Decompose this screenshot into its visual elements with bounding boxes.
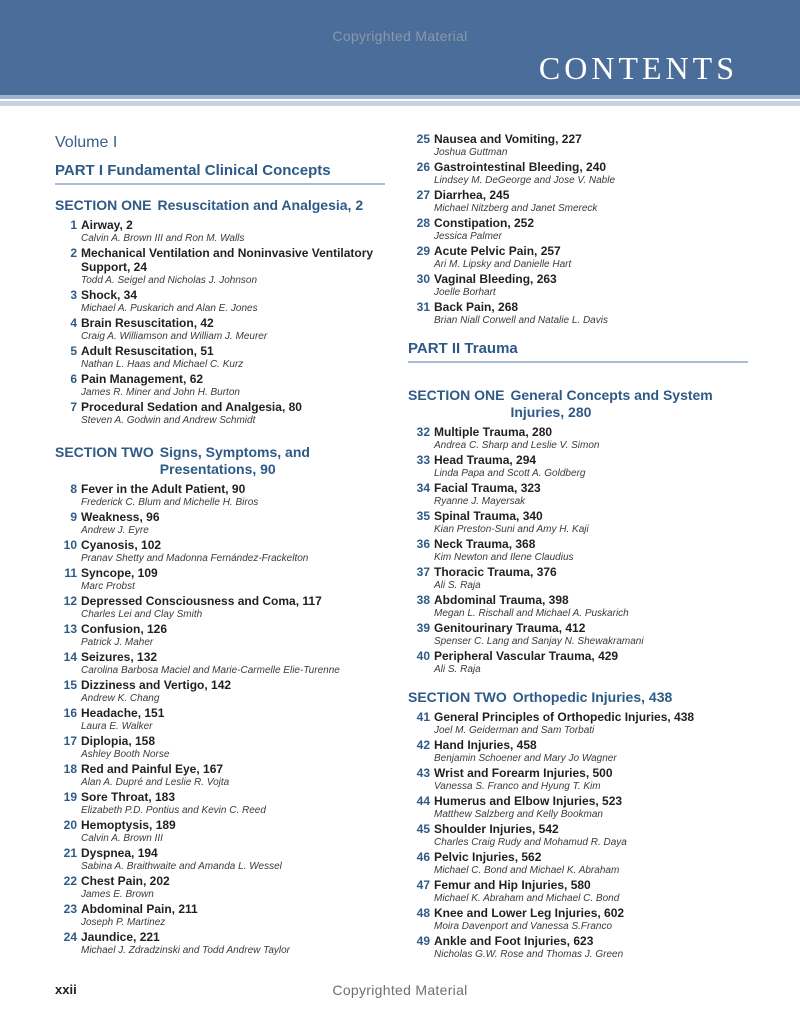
chapter-number: 33: [416, 453, 430, 467]
chapter-number: 14: [63, 650, 77, 664]
chapter-entry: [408, 216, 748, 244]
chapter-title: Constipation, 252: [434, 216, 535, 230]
chapter-title: Red and Painful Eye, 167: [81, 762, 224, 776]
chapter-entry: [408, 850, 748, 878]
chapter-entry: [55, 762, 385, 790]
chapter-body: [434, 766, 748, 794]
chapter-number: 20: [63, 818, 77, 832]
chapter-number: 49: [416, 934, 430, 948]
chapter-number: 3: [70, 288, 77, 302]
part-label: PART I: [55, 162, 104, 179]
chapter-authors: Joelle Borhart: [434, 287, 496, 298]
chapter-number: 41: [416, 710, 430, 724]
chapter-title: Mechanical Ventilation and Noninvasive Ventilatory Support, 24: [81, 246, 374, 274]
chapter-entry: [55, 372, 385, 400]
chapter-body: [81, 930, 385, 958]
chapter-title: Weakness, 96: [81, 510, 160, 524]
chapter-entry: [408, 481, 748, 509]
chapter-title: Dizziness and Vertigo, 142: [81, 678, 232, 692]
chapter-entry: [408, 906, 748, 934]
chapter-body: [434, 850, 748, 878]
chapter-entry: [55, 566, 385, 594]
chapter-entry: [408, 738, 748, 766]
chapter-authors: Ryanne J. Mayersak: [434, 496, 526, 507]
chapter-title: Seizures, 132: [81, 650, 158, 664]
chapter-list: [408, 425, 748, 677]
chapter-authors: Carolina Barbosa Maciel and Marie-Carmelle Elie-Turenne: [81, 665, 340, 676]
chapter-body: [434, 300, 748, 328]
chapter-number: 37: [416, 565, 430, 579]
chapter-body: [434, 649, 748, 677]
chapter-title: Spinal Trauma, 340: [434, 509, 543, 523]
section-title: Orthopedic Injuries, 438: [512, 689, 673, 705]
chapter-title: Abdominal Trauma, 398: [434, 593, 569, 607]
chapter-number: 47: [416, 878, 430, 892]
chapter-body: [434, 794, 748, 822]
section-title: Resuscitation and Analgesia, 2: [157, 197, 364, 213]
chapter-body: [81, 594, 385, 622]
chapter-authors: Todd A. Seigel and Nicholas J. Johnson: [81, 275, 258, 286]
chapter-body: [434, 425, 748, 453]
chapter-body: [434, 453, 748, 481]
chapter-body: [81, 622, 385, 650]
chapter-number: 44: [416, 794, 430, 808]
chapter-entry: [55, 218, 385, 246]
chapter-body: [81, 902, 385, 930]
chapter-entry: [408, 160, 748, 188]
chapter-number: 6: [70, 372, 77, 386]
part-title: Fundamental Clinical Concepts: [107, 162, 331, 179]
chapter-title: Shock, 34: [81, 288, 138, 302]
chapter-title: Wrist and Forearm Injuries, 500: [434, 766, 613, 780]
chapter-body: [434, 132, 748, 160]
chapter-number: 32: [416, 425, 430, 439]
chapter-body: [434, 738, 748, 766]
chapter-body: [81, 400, 385, 428]
chapter-number: 5: [70, 344, 77, 358]
chapter-number: 19: [63, 790, 77, 804]
chapter-title: Humerus and Elbow Injuries, 523: [434, 794, 623, 808]
chapter-body: [434, 565, 748, 593]
section-heading: [55, 444, 385, 478]
volume-label: Volume I: [55, 134, 118, 151]
chapter-body: [434, 216, 748, 244]
chapter-body: [81, 846, 385, 874]
chapter-title: Airway, 2: [81, 218, 133, 232]
watermark-bottom: Copyrighted Material: [332, 982, 468, 998]
right-column: [408, 132, 748, 962]
chapter-title: Procedural Sedation and Analgesia, 80: [81, 400, 302, 414]
chapter-number: 26: [416, 160, 430, 174]
chapter-title: Back Pain, 268: [434, 300, 519, 314]
section-label: SECTION ONE: [408, 387, 505, 403]
chapter-body: [434, 481, 748, 509]
chapter-authors: Nathan L. Haas and Michael C. Kurz: [81, 359, 244, 370]
chapter-entry: [55, 246, 385, 288]
chapter-number: 18: [63, 762, 77, 776]
chapter-entry: [55, 344, 385, 372]
chapter-title: Head Trauma, 294: [434, 453, 537, 467]
chapter-number: 27: [416, 188, 430, 202]
section-title: General Concepts and System Injuries, 280: [510, 387, 713, 420]
chapter-title: Multiple Trauma, 280: [434, 425, 553, 439]
chapter-body: [434, 160, 748, 188]
chapter-entry: [55, 734, 385, 762]
chapter-authors: Vanessa S. Franco and Hyung T. Kim: [434, 781, 601, 792]
chapter-entry: [408, 453, 748, 481]
chapter-number: 30: [416, 272, 430, 286]
chapter-number: 45: [416, 822, 430, 836]
chapter-number: 48: [416, 906, 430, 920]
chapter-body: [81, 790, 385, 818]
chapter-authors: Ali S. Raja: [434, 580, 481, 591]
chapter-title: Nausea and Vomiting, 227: [434, 132, 582, 146]
chapter-authors: Moira Davenport and Vanessa S.Franco: [434, 921, 613, 932]
chapter-entry: [408, 766, 748, 794]
chapter-body: [434, 621, 748, 649]
chapter-number: 35: [416, 509, 430, 523]
chapter-number: 39: [416, 621, 430, 635]
chapter-body: [81, 538, 385, 566]
header-divider: [0, 95, 800, 99]
chapter-body: [81, 246, 385, 288]
chapter-number: 22: [63, 874, 77, 888]
chapter-title: Fever in the Adult Patient, 90: [81, 482, 246, 496]
chapter-authors: Andrew J. Eyre: [81, 525, 149, 536]
chapter-number: 12: [63, 594, 77, 608]
chapter-title: Peripheral Vascular Trauma, 429: [434, 649, 619, 663]
chapter-authors: Linda Papa and Scott A. Goldberg: [434, 468, 586, 479]
chapter-title: Pelvic Injuries, 562: [434, 850, 542, 864]
chapter-authors: Alan A. Dupré and Leslie R. Vojta: [81, 777, 230, 788]
chapter-title: Neck Trauma, 368: [434, 537, 536, 551]
chapter-entry: [55, 902, 385, 930]
chapter-entry: [55, 706, 385, 734]
chapter-title: Facial Trauma, 323: [434, 481, 541, 495]
chapter-title: Diarrhea, 245: [434, 188, 510, 202]
chapter-body: [81, 344, 385, 372]
chapter-title: Syncope, 109: [81, 566, 158, 580]
chapter-body: [81, 372, 385, 400]
chapter-number: 1: [70, 218, 77, 232]
chapter-authors: Joseph P. Martinez: [81, 917, 166, 928]
chapter-authors: Pranav Shetty and Madonna Fernández-Frackelton: [81, 553, 309, 564]
chapter-title: Dyspnea, 194: [81, 846, 158, 860]
chapter-title: Jaundice, 221: [81, 930, 160, 944]
chapter-number: 9: [70, 510, 77, 524]
chapter-authors: Michael Nitzberg and Janet Smereck: [434, 203, 598, 214]
chapter-authors: Kian Preston-Suni and Amy H. Kaji: [434, 524, 589, 535]
chapter-body: [81, 218, 385, 246]
chapter-entry: [55, 538, 385, 566]
chapter-number: 34: [416, 481, 430, 495]
chapter-authors: Michael J. Zdradzinski and Todd Andrew Taylor: [81, 945, 290, 956]
chapter-number: 46: [416, 850, 430, 864]
chapter-body: [434, 509, 748, 537]
chapter-title: Knee and Lower Leg Injuries, 602: [434, 906, 625, 920]
chapter-number: 13: [63, 622, 77, 636]
chapter-title: Pain Management, 62: [81, 372, 204, 386]
chapter-title: Brain Resuscitation, 42: [81, 316, 214, 330]
chapter-authors: Kim Newton and Ilene Claudius: [434, 552, 574, 563]
left-column: [55, 132, 385, 958]
chapter-body: [434, 593, 748, 621]
chapter-entry: [408, 565, 748, 593]
chapter-authors: Andrew K. Chang: [81, 693, 160, 704]
chapter-entry: [55, 790, 385, 818]
chapter-body: [434, 272, 748, 300]
chapter-number: 10: [63, 538, 77, 552]
chapter-authors: Jessica Palmer: [434, 231, 502, 242]
chapter-entry: [55, 288, 385, 316]
chapter-body: [81, 482, 385, 510]
chapter-title: General Principles of Orthopedic Injuries, 438: [434, 710, 695, 724]
chapter-number: 38: [416, 593, 430, 607]
chapter-authors: Matthew Salzberg and Kelly Bookman: [434, 809, 603, 820]
part-title: Trauma: [464, 340, 518, 357]
chapter-title: Adult Resuscitation, 51: [81, 344, 214, 358]
chapter-body: [81, 678, 385, 706]
chapter-body: [81, 316, 385, 344]
section-label: SECTION TWO: [55, 444, 154, 460]
chapter-entry: [408, 649, 748, 677]
chapter-number: 31: [416, 300, 430, 314]
chapter-entry: [55, 400, 385, 428]
chapter-entry: [55, 482, 385, 510]
chapter-entry: [55, 874, 385, 902]
chapter-title: Headache, 151: [81, 706, 165, 720]
chapter-title: Confusion, 126: [81, 622, 168, 636]
chapter-body: [81, 818, 385, 846]
chapter-body: [434, 906, 748, 934]
chapter-body: [434, 188, 748, 216]
chapter-number: 4: [70, 316, 77, 330]
chapter-title: Acute Pelvic Pain, 257: [434, 244, 561, 258]
chapter-authors: Charles Craig Rudy and Mohamud R. Daya: [434, 837, 627, 848]
chapter-authors: Michael A. Puskarich and Alan E. Jones: [81, 303, 258, 314]
chapter-entry: [55, 678, 385, 706]
chapter-list: [408, 710, 748, 962]
chapter-authors: James R. Miner and John H. Burton: [81, 387, 240, 398]
chapter-entry: [408, 878, 748, 906]
chapter-entry: [408, 272, 748, 300]
section-title: Signs, Symptoms, and Presentations, 90: [159, 444, 310, 477]
section-label: SECTION TWO: [408, 689, 507, 705]
chapter-authors: James E. Brown: [81, 889, 154, 900]
chapter-authors: Brian Niall Corwell and Natalie L. Davis: [434, 315, 608, 326]
chapter-body: [434, 710, 748, 738]
chapter-title: Vaginal Bleeding, 263: [434, 272, 557, 286]
chapter-title: Thoracic Trauma, 376: [434, 565, 557, 579]
chapter-number: 36: [416, 537, 430, 551]
chapter-body: [81, 288, 385, 316]
chapter-entry: [408, 710, 748, 738]
chapter-number: 2: [70, 246, 77, 260]
chapter-title: Gastrointestinal Bleeding, 240: [434, 160, 607, 174]
chapter-body: [81, 566, 385, 594]
chapter-entry: [55, 316, 385, 344]
chapter-entry: [408, 621, 748, 649]
part-label: PART II: [408, 340, 461, 357]
chapter-title: Diplopia, 158: [81, 734, 156, 748]
section-heading: [408, 387, 748, 421]
chapter-body: [434, 934, 748, 962]
chapter-authors: Marc Probst: [81, 581, 135, 592]
chapter-authors: Benjamin Schoener and Mary Jo Wagner: [434, 753, 617, 764]
chapter-entry: [55, 818, 385, 846]
chapter-number: 43: [416, 766, 430, 780]
chapter-entry: [55, 510, 385, 538]
section-heading: [408, 689, 748, 706]
chapter-authors: Andrea C. Sharp and Leslie V. Simon: [434, 440, 600, 451]
chapter-title: Ankle and Foot Injuries, 623: [434, 934, 594, 948]
chapter-authors: Frederick C. Blum and Michelle H. Biros: [81, 497, 259, 508]
chapter-title: Hand Injuries, 458: [434, 738, 537, 752]
section-heading: [55, 197, 385, 214]
chapter-title: Abdominal Pain, 211: [81, 902, 198, 916]
page-title: CONTENTS: [538, 50, 738, 86]
chapter-body: [81, 706, 385, 734]
chapter-entry: [408, 537, 748, 565]
chapter-title: Chest Pain, 202: [81, 874, 170, 888]
chapter-entry: [408, 934, 748, 962]
chapter-authors: Sabina A. Braithwaite and Amanda L. Wessel: [81, 861, 282, 872]
chapter-body: [434, 537, 748, 565]
chapter-number: 15: [63, 678, 77, 692]
chapter-entry: [408, 425, 748, 453]
section-label: SECTION ONE: [55, 197, 152, 213]
chapter-entry: [408, 822, 748, 850]
chapter-authors: Calvin A. Brown III and Ron M. Walls: [81, 233, 245, 244]
chapter-number: 29: [416, 244, 430, 258]
chapter-authors: Calvin A. Brown III: [81, 833, 163, 844]
header-divider-light: [0, 101, 800, 106]
chapter-entry: [55, 650, 385, 678]
chapter-number: 42: [416, 738, 430, 752]
chapter-authors: Nicholas G.W. Rose and Thomas J. Green: [434, 949, 624, 960]
chapter-number: 21: [63, 846, 77, 860]
chapter-number: 8: [70, 482, 77, 496]
chapter-title: Cyanosis, 102: [81, 538, 162, 552]
chapter-authors: Michael K. Abraham and Michael C. Bond: [434, 893, 620, 904]
chapter-authors: Elizabeth P.D. Pontius and Kevin C. Reed: [81, 805, 266, 816]
chapter-number: 11: [64, 566, 77, 580]
chapter-list: [408, 132, 748, 328]
chapter-number: 28: [416, 216, 430, 230]
chapter-number: 7: [70, 400, 77, 414]
chapter-authors: Ari M. Lipsky and Danielle Hart: [434, 259, 572, 270]
chapter-title: Sore Throat, 183: [81, 790, 176, 804]
chapter-body: [81, 734, 385, 762]
chapter-entry: [408, 132, 748, 160]
chapter-number: 23: [63, 902, 77, 916]
chapter-entry: [55, 622, 385, 650]
watermark-top: Copyrighted Material: [332, 28, 468, 44]
chapter-title: Hemoptysis, 189: [81, 818, 176, 832]
chapter-authors: Ali S. Raja: [434, 664, 481, 675]
chapter-entry: [55, 930, 385, 958]
chapter-body: [81, 874, 385, 902]
chapter-title: Femur and Hip Injuries, 580: [434, 878, 591, 892]
chapter-entry: [408, 300, 748, 328]
chapter-entry: [408, 509, 748, 537]
chapter-body: [434, 822, 748, 850]
chapter-authors: Joel M. Geiderman and Sam Torbati: [434, 725, 595, 736]
chapter-number: 17: [63, 734, 77, 748]
chapter-entry: [408, 794, 748, 822]
chapter-authors: Spenser C. Lang and Sanjay N. Shewakramani: [434, 636, 644, 647]
chapter-authors: Steven A. Godwin and Andrew Schmidt: [81, 415, 256, 426]
chapter-number: 24: [63, 930, 77, 944]
part-heading: [408, 340, 748, 363]
chapter-authors: Charles Lei and Clay Smith: [81, 609, 203, 620]
chapter-title: Genitourinary Trauma, 412: [434, 621, 586, 635]
chapter-authors: Laura E. Walker: [81, 721, 153, 732]
chapter-number: 16: [63, 706, 77, 720]
chapter-list: [55, 218, 385, 428]
chapter-number: 25: [416, 132, 430, 146]
chapter-authors: Ashley Booth Norse: [81, 749, 170, 760]
chapter-authors: Craig A. Williamson and William J. Meurer: [81, 331, 268, 342]
part-heading: [55, 162, 385, 185]
page-number: xxii: [55, 982, 77, 997]
chapter-title: Depressed Consciousness and Coma, 117: [81, 594, 322, 608]
chapter-number: 40: [416, 649, 430, 663]
chapter-entry: [55, 846, 385, 874]
chapter-authors: Patrick J. Maher: [81, 637, 154, 648]
chapter-authors: Michael C. Bond and Michael K. Abraham: [434, 865, 620, 876]
chapter-body: [81, 650, 385, 678]
chapter-authors: Megan L. Rischall and Michael A. Puskarich: [434, 608, 629, 619]
chapter-authors: Joshua Guttman: [434, 147, 508, 158]
chapter-entry: [408, 244, 748, 272]
chapter-title: Shoulder Injuries, 542: [434, 822, 559, 836]
chapter-entry: [408, 188, 748, 216]
chapter-body: [434, 244, 748, 272]
chapter-authors: Lindsey M. DeGeorge and Jose V. Nable: [434, 175, 616, 186]
chapter-body: [434, 878, 748, 906]
chapter-body: [81, 762, 385, 790]
chapter-entry: [55, 594, 385, 622]
chapter-list: [55, 482, 385, 958]
chapter-body: [81, 510, 385, 538]
chapter-entry: [408, 593, 748, 621]
